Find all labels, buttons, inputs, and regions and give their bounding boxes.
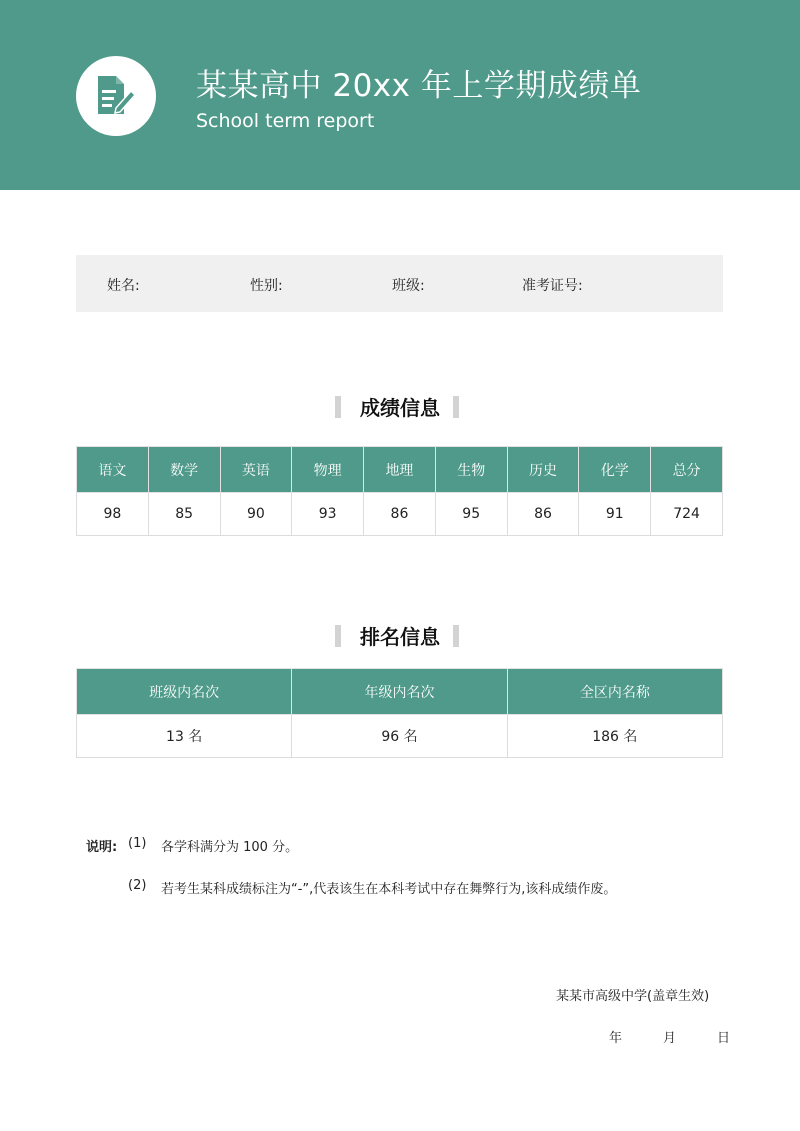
school-stamp-line: 某某市高级中学(盖章生效) bbox=[556, 989, 710, 1004]
ranking-header-row bbox=[77, 669, 723, 715]
note-2-number: (2) bbox=[128, 878, 147, 893]
table-header-cell: 化学 bbox=[579, 447, 651, 493]
date-month: 月 bbox=[663, 1031, 677, 1046]
gender-label: 性别: bbox=[250, 278, 283, 294]
table-cell: 186 名 bbox=[507, 715, 722, 758]
table-cell: 90 bbox=[220, 493, 292, 536]
table-header-cell: 年级内名次 bbox=[292, 669, 507, 715]
table-header-cell: 数学 bbox=[148, 447, 220, 493]
table-header-cell: 地理 bbox=[364, 447, 436, 493]
table-header-cell: 生物 bbox=[435, 447, 507, 493]
note-1-text: 各学科满分为 100 分。 bbox=[161, 840, 299, 855]
table-header-cell: 历史 bbox=[507, 447, 579, 493]
note-1-number: (1) bbox=[128, 836, 147, 851]
scores-section-title: 成绩信息 bbox=[360, 396, 440, 420]
class-label: 班级: bbox=[392, 278, 425, 294]
scores-value-row bbox=[77, 493, 723, 536]
scores-header-row bbox=[77, 447, 723, 493]
document-pen-icon bbox=[94, 74, 138, 118]
page-title: 某某高中 20xx 年上学期成绩单 bbox=[196, 68, 642, 104]
date-day: 日 bbox=[717, 1031, 731, 1046]
name-label: 姓名: bbox=[107, 278, 140, 294]
table-header-cell: 全区内名称 bbox=[507, 669, 722, 715]
page-subtitle: School term report bbox=[196, 110, 375, 132]
ranking-table bbox=[76, 668, 723, 758]
table-cell: 86 bbox=[507, 493, 579, 536]
header-banner bbox=[0, 0, 800, 190]
table-cell: 95 bbox=[435, 493, 507, 536]
table-cell: 86 bbox=[364, 493, 436, 536]
heading-bar-right bbox=[453, 625, 459, 647]
table-header-cell: 语文 bbox=[77, 447, 149, 493]
date-year: 年 bbox=[609, 1031, 623, 1046]
table-header-cell: 物理 bbox=[292, 447, 364, 493]
table-cell: 91 bbox=[579, 493, 651, 536]
scores-section-heading bbox=[0, 392, 800, 422]
table-cell: 13 名 bbox=[77, 715, 292, 758]
ranking-section-heading bbox=[0, 621, 800, 651]
table-header-cell: 英语 bbox=[220, 447, 292, 493]
exam-id-label: 准考证号: bbox=[522, 278, 583, 294]
ranking-value-row bbox=[77, 715, 723, 758]
ranking-section-title: 排名信息 bbox=[360, 625, 440, 649]
table-cell: 98 bbox=[77, 493, 149, 536]
table-cell: 96 名 bbox=[292, 715, 507, 758]
student-info-bar bbox=[76, 255, 723, 312]
table-header-cell: 班级内名次 bbox=[77, 669, 292, 715]
table-header-cell: 总分 bbox=[651, 447, 723, 493]
heading-bar-right bbox=[453, 396, 459, 418]
note-2-text: 若考生某科成绩标注为“-”,代表该生在本科考试中存在舞弊行为,该科成绩作废。 bbox=[161, 882, 617, 897]
scores-table bbox=[76, 446, 723, 536]
table-cell: 85 bbox=[148, 493, 220, 536]
notes-label bbox=[86, 836, 117, 855]
notes-label-text: 说明: bbox=[86, 840, 118, 855]
table-cell: 724 bbox=[651, 493, 723, 536]
logo bbox=[76, 56, 156, 136]
table-cell: 93 bbox=[292, 493, 364, 536]
